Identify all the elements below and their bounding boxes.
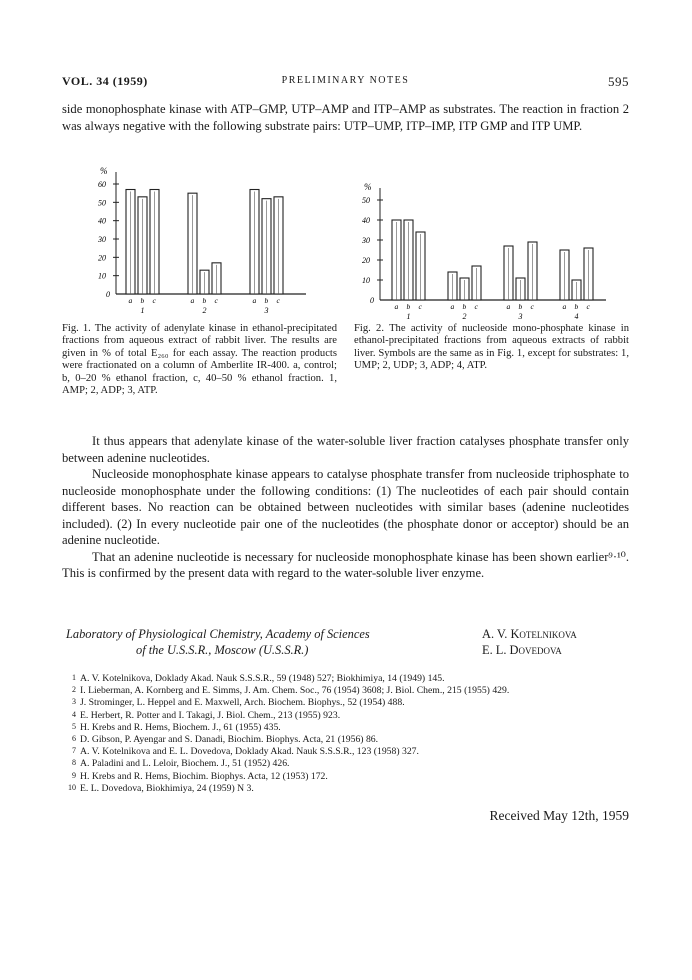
reference-item: 8 A. Paladini and L. Leloir, Biochem. J., 51 (1952) 426. [72, 758, 290, 770]
author-1: A. V. Kotelnikova [482, 627, 577, 641]
y-tick-label: 40 [98, 216, 106, 226]
y-tick-label: 10 [362, 276, 370, 285]
figure-2-caption-text: Fig. 2. The activity of nucleoside mono-phosphate kinase in ethanol-precipitated fractions from aqueous extracts of rabbit liver. Symbols are the same as in Fig. 1, except for substrates: 1, UMP; 2, UDP; 3, ADP; 4, ATP. [354, 323, 629, 372]
paragraph-2: Nucleoside monophosphate kinase appears to catalyse phosphate transfer from nucleoside triphosphate to nucleoside monophosphate under the following conditions: (1) The nucleotides of each pair should contain different bases. No reaction can be obtained between nucleotides with similar bases (adenine nucleotides included). (2) In every nucleotide pair one of the nucleotides (the phosphate donor or acceptor) should be an adenine nucleotide. [62, 467, 629, 547]
group-label: 1 [406, 312, 411, 321]
bar-label: b [574, 302, 579, 311]
y-tick-label: 30 [98, 235, 106, 244]
signature-block [62, 627, 629, 661]
y-tick-label-0: 0 [370, 296, 374, 305]
reference-item: 9 H. Krebs and R. Hems, Biochim. Biophys. Acta, 12 (1953) 172. [72, 770, 328, 782]
bar-label: a [394, 302, 399, 311]
reference-item: 4 E. Herbert, R. Potter and I. Takagi, J. Biol. Chem., 213 (1955) 923. [72, 709, 341, 721]
bar-label: b [202, 296, 207, 305]
figure-1-caption-text: Fig. 1. The activity of adenylate kinase in ethanol-precipitated fractions from aqueous extract of rabbit liver. The results are given in % of total E₂₆₀ for each assay. The reaction products were fractionated on a column of Amberlite IR-400. a, control; b, 0–20 % ethanol fraction, c, 40–50 % ethanol fraction. 1, AMP; 2, ADP; 3, ATP. [62, 323, 337, 397]
bar-label: a [450, 302, 455, 311]
figure-1-caption [62, 323, 337, 397]
y-tick-label: 60 [98, 180, 106, 189]
group-label: 2 [202, 306, 207, 315]
group-label: 3 [264, 306, 269, 315]
bar-label: c [530, 302, 534, 311]
y-tick-label: 20 [362, 256, 370, 265]
page-number: 595 [608, 74, 629, 89]
bar-label: c [474, 302, 478, 311]
page-header [62, 74, 629, 92]
bar-label: a [562, 302, 567, 311]
y-tick-label: 20 [98, 253, 106, 263]
reference-item: 2 I. Lieberman, A. Kornberg and E. Simms, J. Am. Chem. Soc., 76 (1954) 3608; J. Biol. Chem., 215 (1955) 429. [72, 685, 510, 697]
y-tick-label: 50 [362, 196, 370, 205]
reference-item: 6 D. Gibson, P. Ayengar and S. Danadi, Biochim. Biophys. Acta, 21 (1956) 86. [72, 734, 379, 746]
y-tick-label-0: 0 [106, 290, 110, 299]
intro-text: side monophosphate kinase with ATP–GMP, UTP–AMP and ITP–AMP as substrates. The reaction in fraction 2 was always negative with the following substrate pairs: UTP–UMP, ITP–IMP, ITP GMP and ITP UMP. [62, 102, 629, 133]
bar-label: c [214, 296, 218, 305]
intro-paragraph [62, 101, 629, 134]
reference-item: 10 E. L. Dovedova, Biokhimiya, 24 (1959) N 3. [68, 782, 254, 794]
bar-label: b [140, 296, 145, 305]
bar-label: b [462, 302, 467, 311]
y-tick-label: 10 [98, 271, 106, 281]
paragraph-1: It thus appears that adenylate kinase of the water-soluble liver fraction catalyses phosphate transfer only between adenine nucleotides. [62, 434, 629, 465]
reference-item: 7 A. V. Kotelnikova and E. L. Dovedova, Doklady Akad. Nauk S.S.S.R., 123 (1958) 327. [72, 746, 419, 758]
volume-label: VOL. 34 (1959) [62, 74, 148, 88]
bar-label: a [506, 302, 511, 311]
bar-label: c [418, 302, 422, 311]
paragraph-3: That an adenine nucleotide is necessary for nucleoside monophosphate kinase has been shown earlier⁹·¹⁰. This is confirmed by the present data with regard to the water-soluble liver enzyme. [62, 549, 629, 580]
group-label: 3 [518, 312, 523, 321]
bar-label: c [586, 302, 590, 311]
bar-label: c [276, 296, 280, 305]
bar-label: b [264, 296, 269, 305]
group-label: 1 [140, 306, 145, 315]
group-label: 4 [574, 312, 579, 321]
running-title: PRELIMINARY NOTES [281, 75, 410, 86]
y-axis-label: % [364, 182, 372, 192]
group-label: 2 [462, 312, 467, 321]
y-axis-label: % [100, 166, 108, 176]
figure-2-chart [352, 178, 614, 324]
figure-1-chart [80, 162, 320, 322]
reference-item: 3 J. Strominger, L. Heppel and E. Maxwell, Arch. Biochem. Biophys., 52 (1954) 488. [72, 697, 405, 709]
bar-label: a [128, 296, 133, 305]
bar-label: b [406, 302, 411, 311]
received-date: Received May 12th, 1959 [489, 808, 629, 823]
reference-item: 1 A. V. Kotelnikova, Doklady Akad. Nauk S.S.S.R., 59 (1948) 527; Biokhimiya, 14 (1949) 145. [72, 673, 445, 684]
y-tick-label: 40 [362, 216, 370, 225]
bar-label: b [518, 302, 523, 311]
main-text [62, 433, 629, 582]
y-tick-label: 50 [98, 198, 106, 208]
affiliation-line-1: Laboratory of Physiological Chemistry, Academy of Sciences [66, 627, 370, 641]
bar-label: c [152, 296, 156, 305]
affiliation-line-2: of the U.S.S.R., Moscow (U.S.S.R.) [136, 643, 309, 657]
bar-label: a [190, 296, 195, 305]
references-list [62, 673, 629, 795]
author-2: E. L. Dovedova [482, 643, 562, 657]
bar-label: a [252, 296, 257, 305]
reference-item: 5 H. Krebs and R. Hems, Biochem. J., 61 (1955) 435. [72, 721, 281, 733]
figure-2-caption [354, 323, 629, 373]
y-tick-label: 30 [362, 236, 370, 245]
